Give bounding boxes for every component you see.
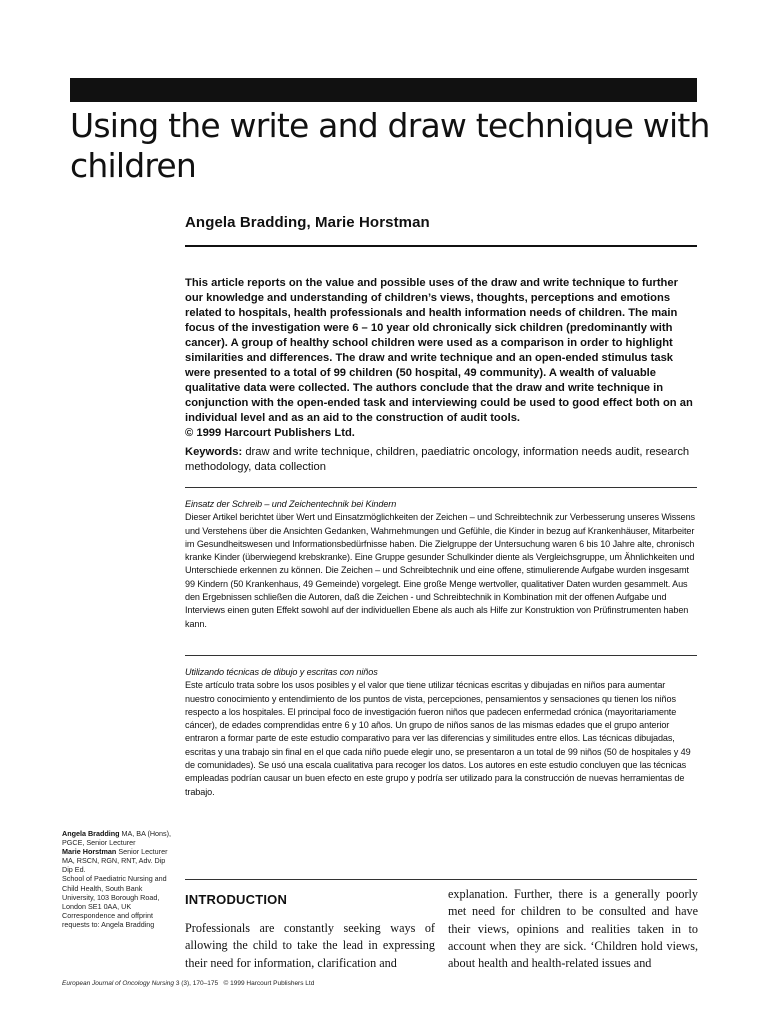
german-text: Dieser Artikel berichtet über Wert und Einsatzmöglichkeiten der Zeichen – und Schreibtechnik zur Verbesserung unseres Wissens und Verstehens über die Ansichten Gedanken, Wahrnehmungen und Gefühle, die Kinder in bezug auf Krankenhäuser, Mitarbeiter im Gesundheitswesen und Informationsbedürfnisse haben. Die Zielgruppe der Untersuchung waren 6 bis 10 Jahre alte, chronisch kranke Kinder (überwiegend krebskranke). Eine Gruppe gesunder Schulkinder diente als Vergleichsgruppe, um Ähnlichkeiten und Unterschiede erkennen zu können. Die Zeichen – und Schreibtechnik und eine offene, stimulierende Aufgabe wurden insgesamt 99 Kindern (50 Krankenhaus, 49 Gemeinde) vorgelegt. Eine große Menge wertvoller, qualitativer Daten wurden gesammelt. Aus den Ergebnissen schließen die Autoren, daß die Zeichen - und Schreibtechnik in Kombination mit der offenen Aufgabe und Interviews einen guten Effekt sowohl auf der individuellen Ebene als auch als Hilfe zur Konstruktion von Prüfinstrumenten haben kann. [185,512,695,629]
german-abstract [185,498,697,631]
abstract-text: This article reports on the value and possible uses of the draw and write technique to further our knowledge and understanding of children’s views, thoughts, perceptions and emotions related to hospitals, health professionals and health information needs of children. The main focus of the investigation were 6 – 10 year old chronically sick children (predominantly with cancer). A group of healthy school children were used as a comparison in order to highlight similarities and differences. The draw and write technique and an open-ended stimulus task were presented to a total of 99 children (50 hospital, 49 community). A wealth of valuable qualitative data were collected. The authors conclude that the draw and write technique in conjunction with the open-ended task and interviewing could be used to good effect both on an individual level and as an aid to the construction of audit tools. [185,277,693,424]
divider-german [185,487,697,488]
author2-qualifications: Senior Lecturer MA, RSCN, RGN, RNT, Adv. Dip Dip Ed. [62,847,168,875]
divider-spanish [185,655,697,656]
abstract [185,276,697,441]
header-bar [70,78,697,102]
journal-name: European Journal of Oncology Nursing [62,980,175,987]
copyright-line: © 1999 Harcourt Publishers Ltd. [185,427,355,439]
author1-name: Angela Bradding [62,829,120,838]
spanish-text: Este artículo trata sobre los usos posibles y el valor que tiene utilizar técnicas escritas y dibujadas en niños para aumentar nuestro conocimiento y entendimiento de los puntos de vista, percepciones, pensamientos y sensaciones qu tienen los niños respecto a los hospitales. El principal foco de investigación fueron niños que padecen enfermedad crónica (mayoritariamente cáncer), de edades comprendidas entre 6 y 10 años. Un grupo de niños sanos de las mismas edades que el grupo anterior entraron a formar parte de este estudio comparativo para ver las diferencias y similitudes entre ellos. Las técnicas dibujadas, escritas y una trabajo sin final en el que cada niño puede elegir uno, se presentaron a un total de 99 niños (50 de hospitales y 49 de comunidades). Se usó una escala cualitativa para recoger los datos. Los autores en este estudio concluyen que las técnicas empleadas podrían causar un buen efecto en este grupo y podría ser utilizado para la construcción de nuevas herramientas de trabajo. [185,680,691,797]
keywords-label: Keywords: [185,446,243,458]
body-divider [185,879,697,880]
article-authors: Angela Bradding, Marie Horstman [185,214,430,231]
section-heading: INTRODUCTION [185,892,288,907]
author2-name: Marie Horstman [62,847,117,857]
keywords-block [185,445,697,475]
author-affiliations [62,829,174,929]
citation: 3 (3), 170–175 [174,980,219,987]
spanish-title: Utilizando técnicas de dibujo y escritas con niños [185,667,378,677]
publisher-copyright: © 1999 Harcourt Publishers Ltd [223,980,315,987]
institution-address: School of Paediatric Nursing and Child Health, South Bank University, 103 Borough Road, London SE1 0AA, UK [62,874,167,911]
intro-column-left: Professionals are constantly seeking ways of allowing the child to take the lead in expressing their need for information, clarification and [185,921,435,970]
correspondence-note: Correspondence and offprint requests to: Angela Bradding [62,910,155,929]
spanish-abstract [185,666,697,799]
keywords-text: draw and write technique, children, paediatric oncology, information needs audit, research methodology, data collection [185,446,690,473]
author1-qualifications: MA, BA (Hons), PGCE, Senior Lecturer [62,829,172,848]
article-title: Using the write and draw technique with children [70,106,710,185]
intro-column-right: explanation. Further, there is a generally poorly met need for children to be consulted and have their views, opinions and realities taken in to account when they are sick. ‘Children hold views, about health and health-related issues and [448,887,698,971]
german-title: Einsatz der Schreib – und Zeichentechnik bei Kindern [185,499,397,509]
page-footer [62,980,314,987]
authors-divider [185,245,697,247]
